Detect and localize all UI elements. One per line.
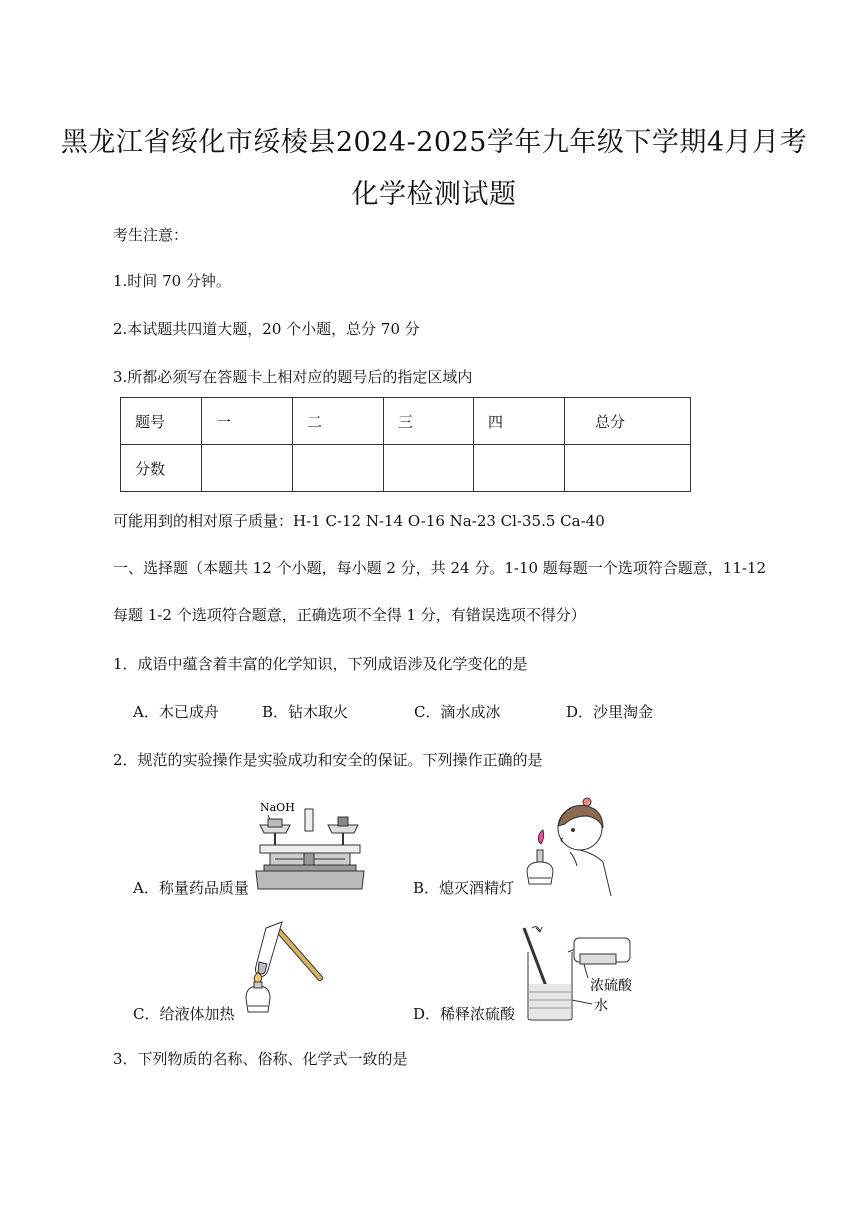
q2-option-d[interactable]: D．稀释浓硫酸 xyxy=(413,1005,516,1023)
dilution-figure xyxy=(518,922,638,1022)
atomic-masses: 可能用到的相对原子质量：H-1 C-12 N-14 O-16 Na-23 Cl-35.5 Ca-40 xyxy=(113,512,605,530)
balance-figure xyxy=(250,795,370,895)
section1-line-2: 每题 1-2 个选项符合题意，正确选项不全得 1 分，有错误选项不得分） xyxy=(113,606,586,624)
notice-item-2: 2.本试题共四道大题，20 个小题，总分 70 分 xyxy=(113,320,420,338)
score-cell xyxy=(202,445,293,492)
acid-label: 浓硫酸 xyxy=(590,978,632,994)
q1-option-d[interactable]: D．沙里淘金 xyxy=(566,703,654,721)
score-header-cell: 四 xyxy=(474,398,565,445)
score-cell xyxy=(474,445,565,492)
score-table-score-row xyxy=(121,445,691,492)
q1-option-c[interactable]: C．滴水成冰 xyxy=(414,703,501,721)
q2-option-b[interactable]: B．熄灭酒精灯 xyxy=(413,879,515,897)
q2-option-c[interactable]: C．给液体加热 xyxy=(133,1005,235,1023)
q1-option-a[interactable]: A．木已成舟 xyxy=(133,703,219,721)
score-table xyxy=(120,397,691,492)
q1-stem: 1．成语中蕴含着丰富的化学知识，下列成语涉及化学变化的是 xyxy=(113,655,528,673)
notice-heading: 考生注意： xyxy=(113,226,189,244)
score-header-cell: 三 xyxy=(384,398,474,445)
score-header-cell: 总分 xyxy=(565,398,691,445)
score-row-label: 分数 xyxy=(121,445,202,492)
score-header-cell: 题号 xyxy=(121,398,202,445)
score-cell xyxy=(293,445,384,492)
test-tube-heating-figure xyxy=(238,920,328,1020)
score-cell xyxy=(384,445,474,492)
girl-lamp-figure xyxy=(525,792,620,897)
score-header-cell: 一 xyxy=(202,398,293,445)
title-line-2: 化学检测试题 xyxy=(351,179,517,210)
q2-stem: 2．规范的实验操作是实验成功和安全的保证。下列操作正确的是 xyxy=(113,751,543,769)
q1-option-b[interactable]: B．钻木取火 xyxy=(262,703,349,721)
title-line-1: 黑龙江省绥化市绥棱县2024-2025学年九年级下学期4月月考 xyxy=(60,127,808,158)
notice-item-3: 3.所都必须写在答题卡上相对应的题号后的指定区域内 xyxy=(113,368,473,386)
naoh-label: NaOH xyxy=(260,801,295,814)
q2-option-a[interactable]: A．称量药品质量 xyxy=(133,879,249,897)
notice-item-1: 1.时间 70 分钟。 xyxy=(113,272,231,290)
q3-stem: 3．下列物质的名称、俗称、化学式一致的是 xyxy=(113,1050,408,1068)
score-table-header-row xyxy=(121,398,691,445)
section1-line-1: 一、选择题（本题共 12 个小题，每小题 2 分，共 24 分。1-10 题每题一个选项符合题意，11-12 xyxy=(113,559,767,577)
water-label: 水 xyxy=(594,998,608,1014)
score-header-cell: 二 xyxy=(293,398,384,445)
score-cell xyxy=(565,445,691,492)
